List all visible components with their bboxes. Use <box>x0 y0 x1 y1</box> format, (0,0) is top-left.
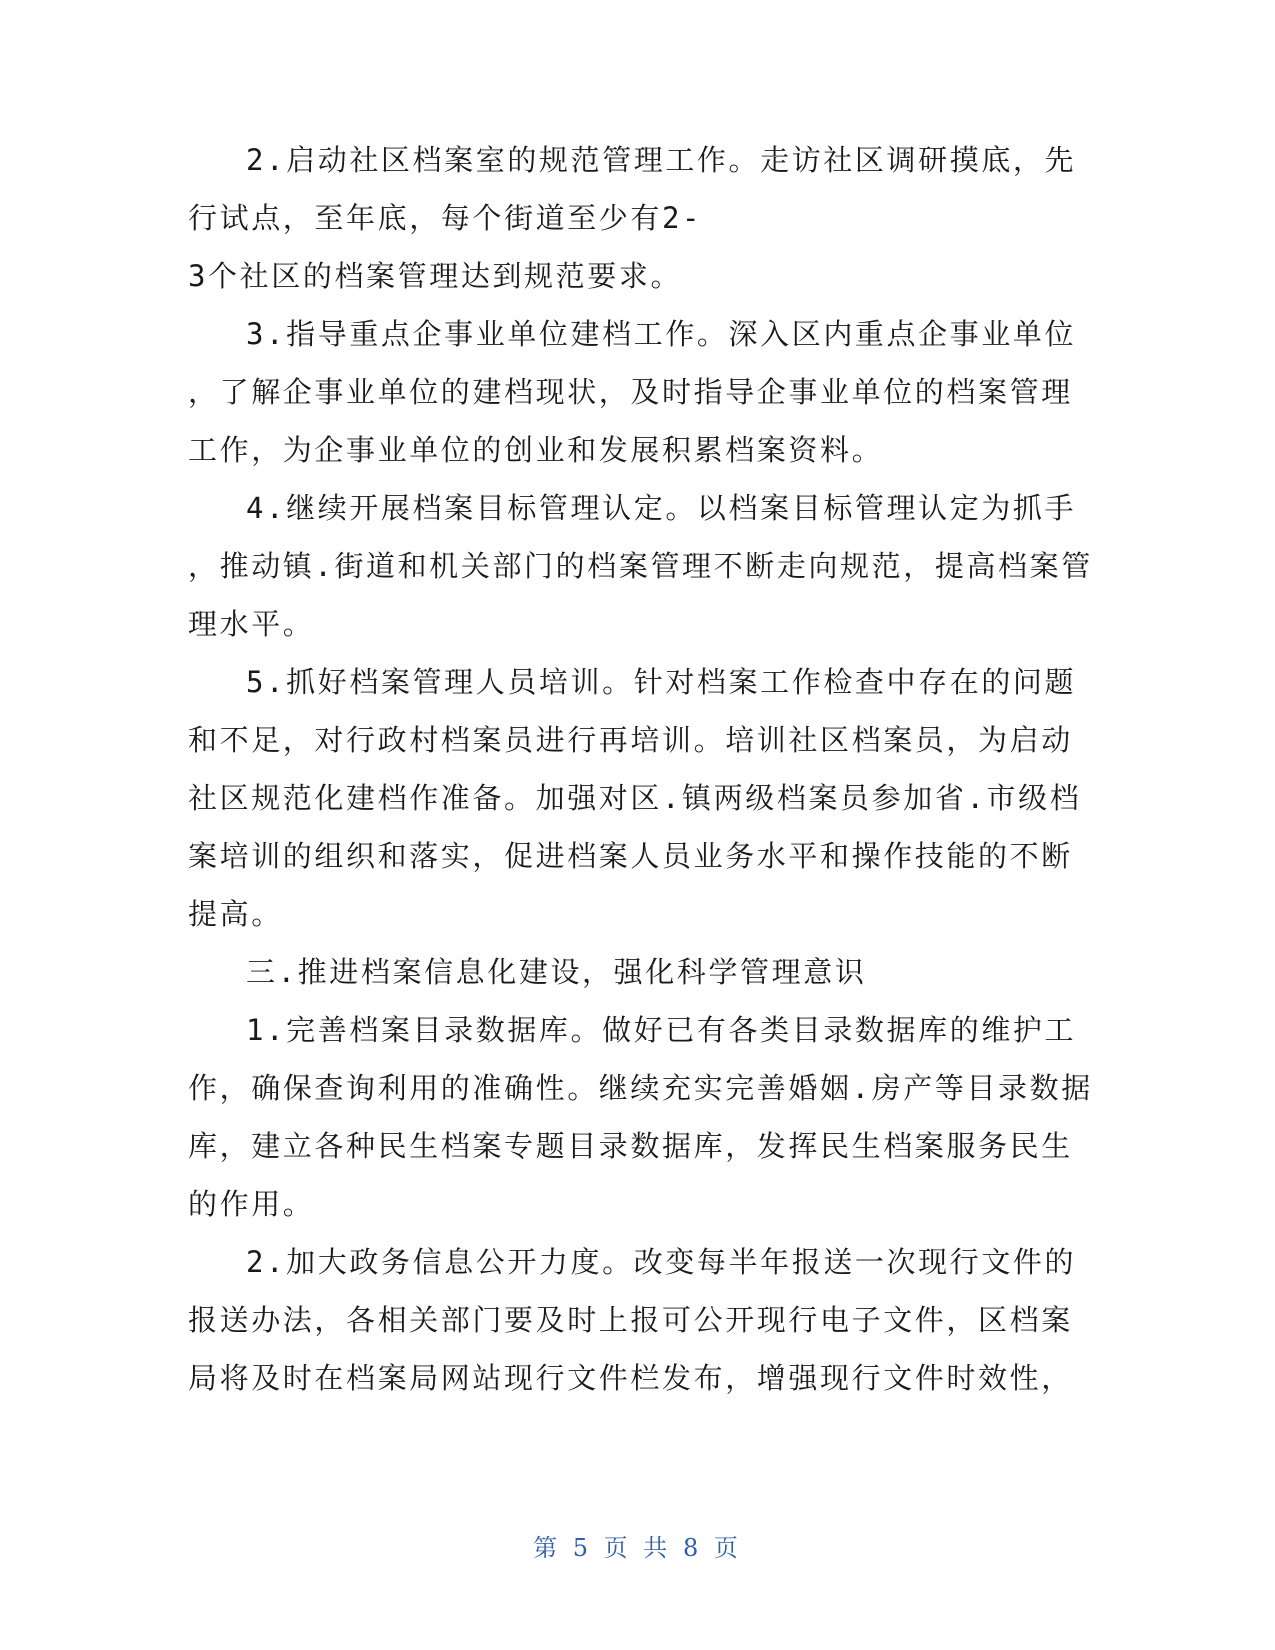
text-line: 库，建立各种民生档案专题目录数据库，发挥民生档案服务民生 <box>188 1129 1073 1163</box>
text-line: 2.加大政务信息公开力度。改变每半年报送一次现行文件的 <box>246 1245 1077 1279</box>
text-line: 和不足，对行政村档案员进行再培训。培训社区档案员，为启动 <box>188 723 1073 757</box>
text-line: 作，确保查询利用的准确性。继续充实完善婚姻.房产等目录数据 <box>188 1071 1093 1105</box>
text-line: ，推动镇.街道和机关部门的档案管理不断走向规范，提高档案管 <box>188 549 1093 583</box>
section-heading: 三.推进档案信息化建设，强化科学管理意识 <box>246 955 867 989</box>
text-line: ，了解企事业单位的建档现状，及时指导企事业单位的档案管理 <box>188 375 1073 409</box>
text-line: 案培训的组织和落实，促进档案人员业务水平和操作技能的不断 <box>188 839 1073 873</box>
text-line: 理水平。 <box>188 607 315 641</box>
text-line: 3.指导重点企事业单位建档工作。深入区内重点企事业单位 <box>246 317 1077 351</box>
text-line: 3个社区的档案管理达到规范要求。 <box>188 259 683 293</box>
page-number-footer: 第 5 页 共 8 页 <box>533 1534 742 1562</box>
text-line: 的作用。 <box>188 1187 315 1221</box>
text-line: 社区规范化建档作准备。加强对区.镇两级档案员参加省.市级档 <box>188 781 1082 815</box>
text-line: 5.抓好档案管理人员培训。针对档案工作检查中存在的问题 <box>246 665 1077 699</box>
text-line: 局将及时在档案局网站现行文件栏发布，增强现行文件时效性， <box>188 1361 1073 1395</box>
text-line: 2.启动社区档案室的规范管理工作。走访社区调研摸底，先 <box>246 143 1077 177</box>
text-line: 1.完善档案目录数据库。做好已有各类目录数据库的维护工 <box>246 1013 1077 1047</box>
text-line: 4.继续开展档案目标管理认定。以档案目标管理认定为抓手 <box>246 491 1077 525</box>
text-line: 报送办法，各相关部门要及时上报可公开现行电子文件，区档案 <box>188 1303 1073 1337</box>
text-line: 工作，为企事业单位的创业和发展积累档案资料。 <box>188 433 884 467</box>
text-line: 提高。 <box>188 897 283 931</box>
text-line: 行试点，至年底，每个街道至少有2- <box>188 201 703 235</box>
